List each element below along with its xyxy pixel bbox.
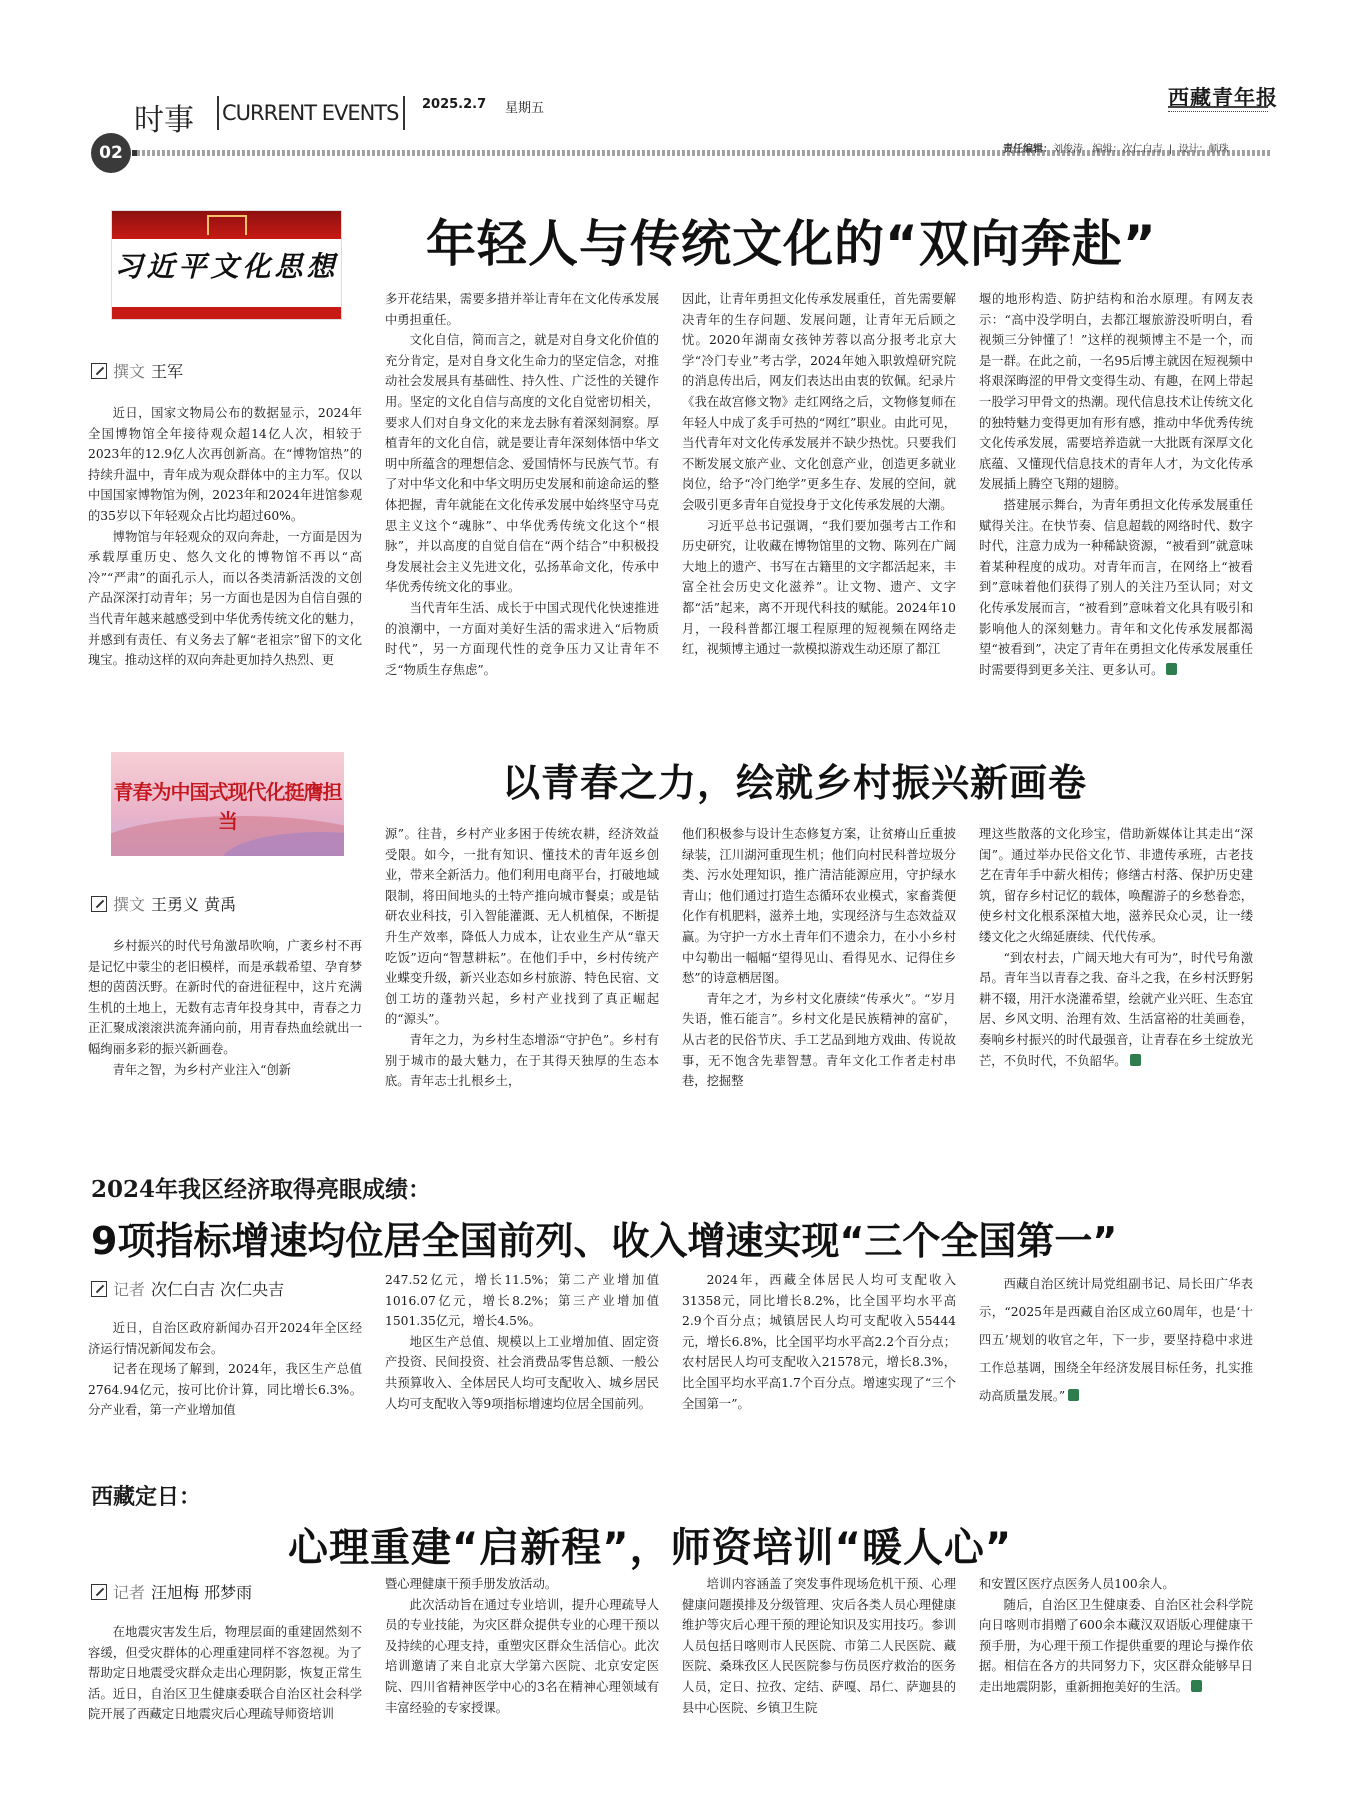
newspaper-logo: 西藏青年报 [1168, 85, 1278, 110]
article-byline [91, 1580, 252, 1603]
paragraph: 青年之力，为乡村生态增添“守护色”。乡村有别于城市的最大魅力，在于其得天独厚的生态本底。青年志士扎根乡土， [385, 1032, 659, 1089]
paragraph: 文化自信，简而言之，就是对自身文化价值的充分肯定，是对自身文化生命力的坚定信念，对推动社会发展具有基础性、持久性、广泛性的关键作用。坚定的文化自信与高度的文化自觉密切相关，要求人们对自身文化的来龙去脉有着深刻洞察。厚植青年的文化自信，就是要让青年深刻体悟中华文明中所蕴含的理想信念、爱国情怀与民族气节。有了对中华文化和中华文明历史发展和前途命运的整体把握，青年就能在文化传承发展中始终坚守马克思主义这个“魂脉”、中华优秀传统文化这个“根脉”，并以高度的自觉自信在“两个结合”中积极投身发展社会主义先进文化，弘扬革命文化，传承中华优秀传统文化的事业。 [385, 333, 659, 595]
credits-design-label: 设计： [1178, 144, 1209, 155]
article-headline: 心理重建“启新程”，师资培训“暖人心” [288, 1525, 1013, 1571]
paragraph: 因此，让青年勇担文化传承发展重任，首先需要解决青年的生存问题、发展问题，让青年无后顾之忧。2020年湖南女孩钟芳蓉以高分报考北京大学“冷门专业”考古学，2024年她入职敦煌研究院的消息传出后，网友们表达出由衷的钦佩。纪录片《我在故宫修文物》走红网络之后，文物修复师在年轻人中成了炙手可热的“网红”职业。由此可见，当代青年对文化传承发展并不缺少热忱。只要我们不断发展文旅产业、文化创意产业，创造更多就业岗位，给予“冷门绝学”更多生存、发展的空间，就会吸引更多青年自觉投身于文化传承发展的大潮。 [682, 292, 956, 512]
paragraph: 当代青年生活、成长于中国式现代化快速推进的浪潮中，一方面对美好生活的需求进入“后物质时代”，另一方面现代性的竞争压力又让青年不乏“物质生存焦虑”。 [385, 600, 659, 677]
article-byline [91, 359, 183, 382]
paragraph-text: 西藏自治区统计局党组副书记、局长田广华表示，“2025年是西藏自治区成立60周年，也是‘十四五’规划的收官之年，下一步，要坚持稳中求进工作总基调，围绕全年经济发展目标任务，扎实推动高质量发展。” [979, 1277, 1253, 1403]
article-headline: 年轻人与传统文化的“双向奔赴” [426, 215, 1157, 273]
article-headline: 以青春之力，绘就乡村振兴新画卷 [502, 761, 1088, 805]
issue-date: 2025.2.7 [422, 97, 487, 112]
article-column [88, 403, 362, 737]
column-banner-xi-culture [111, 210, 342, 320]
issue-weekday: 星期五 [505, 101, 545, 116]
paragraph: 记者在现场了解到，2024年，我区生产总值2764.94亿元，按可比价计算，同比增长6.3%。分产业看，第一产业增加值 [88, 1362, 362, 1418]
paragraph: 在地震灾害发生后，物理层面的重建固然刻不容缓，但受灾群体的心理重建同样不容忽视。为了帮助定日地震受灾群众走出心理阴影，恢复正常生活。近日，自治区卫生健康委联合自治区社会科学院开展了西藏定日地震灾后心理疏导师资培训 [88, 1625, 362, 1722]
byline-names: 汪旭梅 邢梦雨 [151, 1583, 253, 1602]
byline-role: 记者 [113, 1583, 146, 1602]
tiananmen-icon [207, 215, 247, 235]
end-mark-icon [1166, 663, 1177, 675]
article-column [88, 936, 362, 1126]
pen-icon [91, 896, 107, 912]
editor-credits: 责任编辑：刘俊涛 编辑：次仁白吉 | 设计：顿珠 [1003, 144, 1229, 155]
paragraph: 暨心理健康干预手册发放活动。 [385, 1577, 558, 1591]
header-divider [403, 96, 405, 130]
paragraph [979, 1595, 1253, 1698]
end-mark-icon [1130, 1054, 1141, 1066]
banner-bottom-band [112, 307, 341, 319]
article-column [682, 1270, 956, 1452]
paragraph: 2024年，西藏全体居民人均可支配收入31358元，同比增长8.2%，比全国平均水平高2.9个百分点；城镇居民人均可支配收入55444元，增长6.8%，比全国平均水平高2.2个百分点；农村居民人均可支配收入21578元，增长8.3%，比全国平均水平高1.7个百分点。增速实现了“三个全国第一”。 [682, 1273, 956, 1411]
article-column [385, 824, 659, 1126]
pen-icon [91, 1584, 107, 1600]
paragraph: 地区生产总值、规模以上工业增加值、固定资产投资、民间投资、社会消费品零售总额、一般公共预算收入、全体居民人均可支配收入、城乡居民人均可支配收入等9项指标增速均位居全国前列。 [385, 1334, 659, 1411]
page-number-badge: 02 [91, 133, 131, 173]
byline-names: 王军 [151, 362, 184, 381]
column-banner-youth [111, 752, 344, 856]
paragraph: 247.52亿元，增长11.5%；第二产业增加值1016.07亿元，增长8.2%；第三产业增加值1501.35亿元，增长4.5%。 [385, 1273, 659, 1329]
paragraph: 青年之智，为乡村产业注入“创新 [112, 1062, 292, 1077]
banner-title: 青春为中国式现代化挺膺担当 [113, 780, 342, 833]
credits-editor2-label: 编辑： [1092, 144, 1123, 155]
article-byline [91, 892, 236, 915]
article-column [682, 289, 956, 733]
paragraph [979, 1270, 1253, 1410]
article-column [88, 1622, 362, 1772]
article-column [979, 289, 1253, 733]
section-title-en: CURRENT EVENTS [222, 101, 399, 125]
paragraph: 青年之才，为乡村文化赓续“传承火”。“岁月失语，惟石能言”。乡村文化是民族精神的富矿，从古老的民俗节庆、手工艺品到地方戏曲、传说故事，无不饱含先辈智慧。青年文化工作者走村串巷，挖掘整 [682, 991, 956, 1089]
paragraph: 多开花结果，需要多措并举让青年在文化传承发展中勇担重任。 [385, 292, 659, 327]
byline-role: 撰文 [113, 362, 146, 381]
paragraph-text: “到农村去，广阔天地大有可为”，时代号角激昂。青年当以青春之我、奋斗之我，在乡村沃野躬耕不辍，用汗水浇灌希望，绘就产业兴旺、生态宜居、乡风文明、治理有效、生活富裕的壮美画卷，奏响乡村振兴的时代最强音，让青春在乡土绽放光芒，不负时代，不负韶华。 [979, 950, 1253, 1068]
article-subtitle: 西藏定日： [91, 1484, 202, 1510]
credits-editor: 刘俊涛 [1053, 144, 1083, 155]
article-column [682, 824, 956, 1126]
byline-names: 次仁白吉 次仁央吉 [151, 1280, 285, 1299]
paragraph [979, 495, 1253, 680]
paragraph-text: 搭建展示舞台，为青年勇担文化传承发展重任赋得关注。在快节奏、信息超载的网络时代、数字时代，注意力成为一种稀缺资源，“被看到”就意味着某种程度的成功。对青年而言，在网络上“被看到”意味着他们获得了别人的关注乃至认同；对文化传承发展而言，“被看到”意味着文化具有吸引和影响他人的深刻魅力。青年和文化传承发展都渴望“被看到”，决定了青年在勇担文化传承发展重任时需要得到更多关注、更多认可。 [979, 497, 1253, 677]
pen-icon [91, 363, 107, 379]
article-column [385, 1270, 659, 1452]
end-mark-icon [1068, 1389, 1079, 1401]
paragraph: 源”。往昔，乡村产业多困于传统农耕，经济效益受限。如今，一批有知识、懂技术的青年返乡创业，带来全新活力。他们利用电商平台，打破地域限制，将田间地头的土特产推向城市餐桌；或是钻研农业科技，引入智能灌溉、无人机植保，不断提升生产效率，降低人力成本，让农业生产从“靠天吃饭”迈向“智慧耕耘”。在他们手中，乡村传统产业蝶变升级，新兴业态如乡村旅游、特色民宿、文创工坊的蓬勃兴起，乡村产业找到了真正崛起的“源头”。 [385, 827, 659, 1027]
header-rule-accent [132, 150, 137, 156]
paragraph: 堰的地形构造、防护结构和治水原理。有网友表示：“高中没学明白，去都江堰旅游没听明白，看视频三分钟懂了！”这样的视频博主不是一个，而是一群。在此之前，一名95后博主就因在短视频中将艰深晦涩的甲骨文变得生动、有趣，在网上带起一股学习甲骨文的热潮。现代信息技术让传统文化的独特魅力变得更加有形有感，推动中华优秀传统文化传承发展，需要培养造就一大批既有深厚文化底蕴、又懂现代信息技术的青年人才，为文化传承发展插上腾空飞翔的翅膀。 [979, 292, 1253, 492]
article-headline: 9项指标增速均位居全国前列、收入增速实现“三个全国第一” [91, 1219, 1118, 1263]
paragraph: 博物馆与年轻观众的双向奔赴，一方面是因为承载厚重历史、悠久文化的博物馆不再以“高冷”“严肃”的面孔示人，而以各类清新活泼的文创产品深深打动青年；另一方面也是因为自信自强的当代青年越来越感受到中华优秀传统文化的魅力，并感到有责任、有义务去了解“老祖宗”留下的文化瑰宝。推动这样的双向奔赴更加持久热烈、更 [88, 529, 362, 668]
article-column [88, 1318, 362, 1452]
paragraph-text: 随后，自治区卫生健康委、自治区社会科学院向日喀则市捐赠了600余本藏汉双语版心理健康干预手册，为心理干预工作提供重要的理论与操作依据。相信在各方的共同努力下，灾区群众能够早日走出地震阴影，重新拥抱美好的生活。 [979, 1597, 1253, 1694]
credits-editor-label: 责任编辑： [1003, 144, 1053, 155]
byline-names: 王勇义 黄禹 [151, 895, 237, 914]
end-mark-icon [1191, 1680, 1202, 1692]
byline-role: 撰文 [113, 895, 146, 914]
article-column [385, 289, 659, 733]
paragraph: 培训内容涵盖了突发事件现场危机干预、心理健康问题摸排及分级管理、灾后各类人员心理健康维护等灾后心理干预的理论知识及实用技巧。参训人员包括日喀则市人民医院、市第二人民医院、藏医院、桑珠孜区人民医院参与伤员医疗救治的医务人员，定日、拉孜、定结、萨嘎、昂仁、萨迦县的县中心医院、乡镇卫生院 [682, 1577, 956, 1715]
article-column [979, 1270, 1253, 1452]
credits-editor2: 次仁白吉 [1122, 144, 1163, 155]
section-title: 时事 [134, 103, 194, 138]
article-column [385, 1574, 659, 1772]
paragraph: 近日，自治区政府新闻办召开2024年全区经济运行情况新闻发布会。 [88, 1321, 362, 1356]
article-column [979, 1574, 1253, 1772]
header-divider [217, 96, 219, 130]
article-subtitle: 2024年我区经济取得亮眼成绩： [91, 1176, 432, 1203]
article-column [979, 824, 1253, 1126]
credits-design: 顿珠 [1208, 144, 1229, 155]
paragraph: 习近平总书记强调，“我们要加强考古工作和历史研究，让收藏在博物馆里的文物、陈列在广阔大地上的遗产、书写在古籍里的文字都活起来，丰富全社会历史文化滋养”。让文物、遗产、文字都“活”起来，离不开现代科技的赋能。2024年10月，一段科普都江堰工程原理的短视频在网络走红，视频博主通过一款模拟游戏生动还原了都江 [682, 518, 956, 657]
byline-role: 记者 [113, 1280, 146, 1299]
banner-title: 习近平文化思想 [114, 250, 339, 283]
paragraph: 理这些散落的文化珍宝，借助新媒体让其走出“深闺”。通过举办民俗文化节、非遗传承班，古老技艺在青年手中薪火相传；修缮古村落、保护历史建筑，留存乡村记忆的载体，唤醒游子的乡愁眷恋，使乡村文化根系深植大地，滋养民众心灵，让一缕缕文化之火绵延赓续、代代传承。 [979, 827, 1253, 944]
pen-icon [91, 1281, 107, 1297]
article-byline [91, 1277, 284, 1300]
paragraph [979, 948, 1253, 1072]
paragraph: 乡村振兴的时代号角激昂吹响，广袤乡村不再是记忆中蒙尘的老旧模样，而是承载希望、孕育梦想的茵茵沃野。在新时代的奋进征程中，这片充满生机的土地上，无数有志青年投身其中，青春之力正汇聚成滚滚洪流奔涌向前，用青春热血绘就出一幅绚丽多彩的振兴新画卷。 [88, 939, 362, 1056]
article-column [682, 1574, 956, 1772]
paragraph: 和安置区医疗点医务人员100余人。 [979, 1577, 1175, 1591]
paragraph: 他们积极参与设计生态修复方案，让贫瘠山丘重披绿装，江川湖河重现生机；他们向村民科普垃圾分类、污水处理知识，推广清洁能源应用，守护绿水青山；他们通过打造生态循环农业模式，家畜粪便化作有机肥料，滋养土地，实现经济与生态效益双赢。为守护一方水土青年们不遗余力，在小小乡村中勾勒出一幅幅“望得见山、看得见水、记得住乡愁”的诗意栖居图。 [682, 827, 956, 986]
paragraph: 此次活动旨在通过专业培训，提升心理疏导人员的专业技能，为灾区群众提供专业的心理干预以及持续的心理支持，重塑灾区群众生活信心。此次培训邀请了来自北京大学第六医院、北京安定医院、四川省精神医学中心的3名在精神心理领域有丰富经验的专家授课。 [385, 1597, 659, 1715]
paragraph: 近日，国家文物局公布的数据显示，2024年全国博物馆全年接待观众超14亿人次，相较于2023年的12.9亿人次再创新高。在“博物馆热”的持续升温中，青年成为观众群体中的主力军。仅以中国国家博物馆为例，2023年和2024年进馆参观的35岁以下年轻观众占比均超过60%。 [88, 406, 362, 523]
tibetan-script-logo [1168, 106, 1268, 112]
